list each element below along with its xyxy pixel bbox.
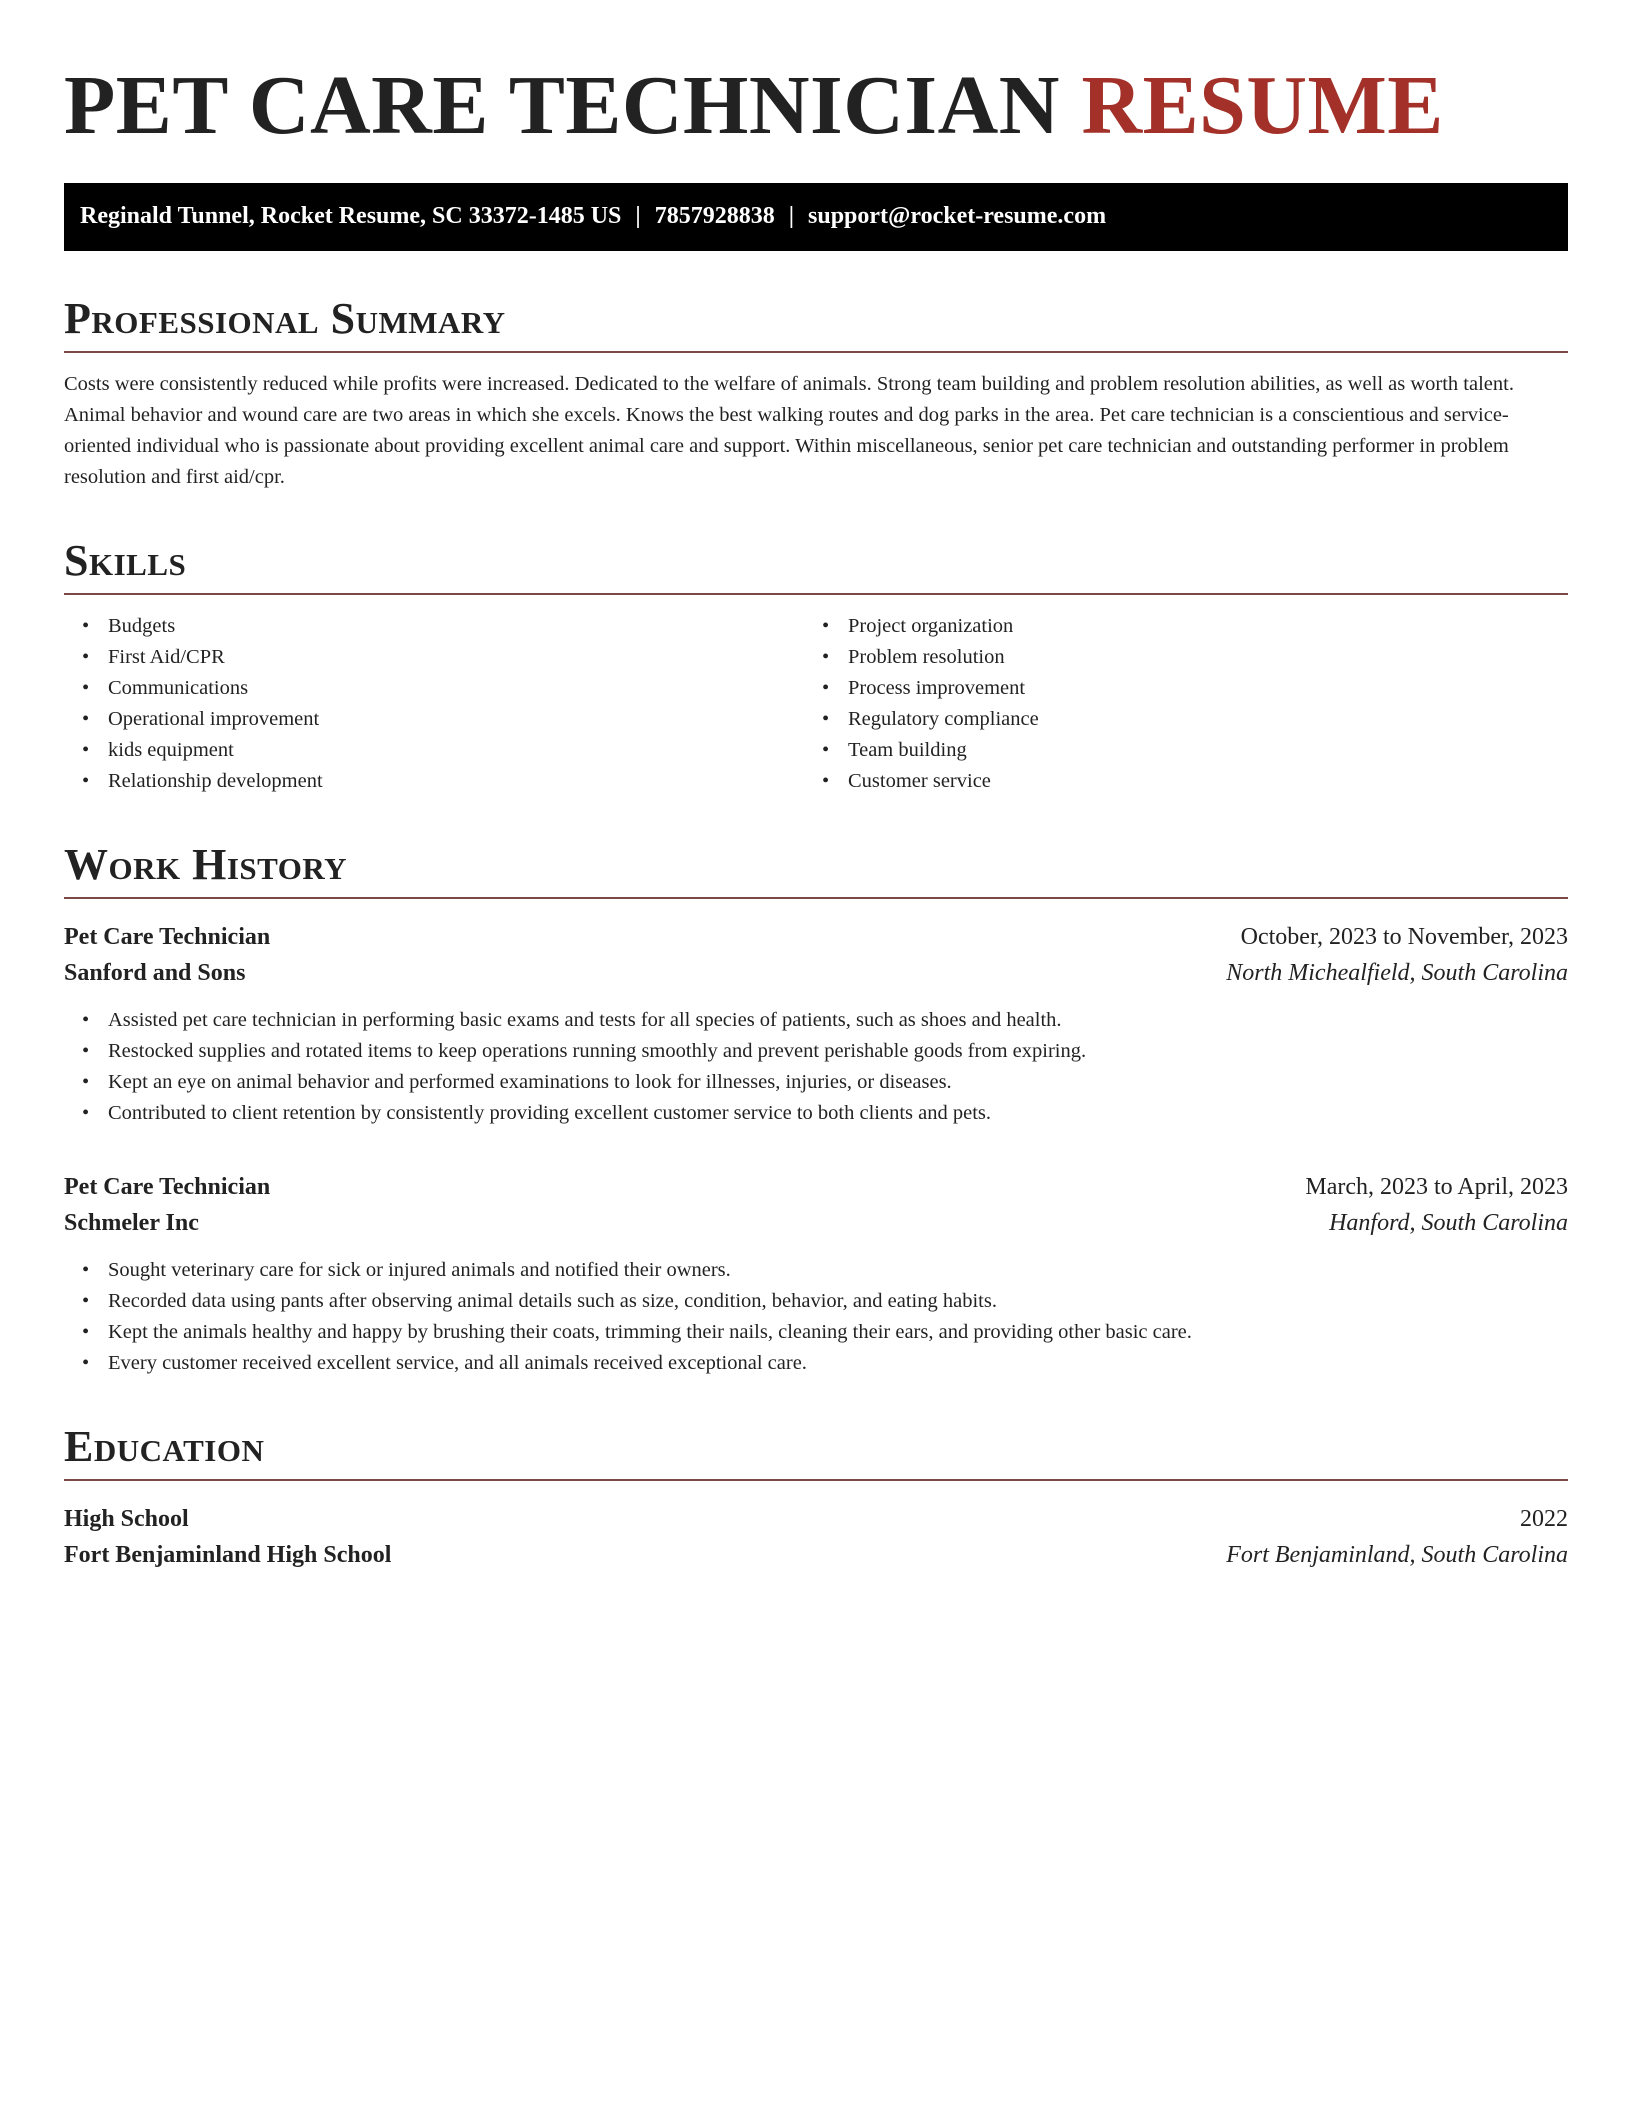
education-entry: [64, 1501, 1568, 1573]
work-history-heading: Work History: [64, 843, 1568, 899]
skills-column-left: [64, 611, 804, 797]
job-title: Pet Care Technician: [64, 1173, 271, 1200]
skill-item: • Process improvement: [848, 673, 1544, 704]
job-header-row: [64, 1169, 1568, 1205]
contact-phone: 7857928838: [654, 203, 775, 230]
skill-item: • First Aid/CPR: [108, 642, 804, 673]
job-header-row: [64, 919, 1568, 955]
skill-item: • Regulatory compliance: [848, 704, 1544, 735]
job-bullet: • Every customer received excellent service, and all animals received exceptional care.: [108, 1348, 1568, 1379]
skill-item: • Project organization: [848, 611, 1544, 642]
job-dates: October, 2023 to November, 2023: [1240, 923, 1568, 950]
education-location: Fort Benjaminland, South Carolina: [1226, 1541, 1568, 1568]
skills-list: [64, 611, 1568, 797]
education-year: 2022: [1520, 1505, 1568, 1532]
summary-text: Costs were consistently reduced while profits were increased. Dedicated to the welfare of animals. Strong team building and problem resolution abilities, as well as worth talent. Animal behavior and wound care are two areas in which she excels. Knows the best walking routes and dog parks in the area. Pet care technician is a conscientious and service-oriented individual who is passionate about providing excellent animal care and support. Within miscellaneous, senior pet care technician and outstanding performer in problem resolution and first aid/cpr.: [64, 372, 1514, 488]
skill-item: • Communications: [108, 673, 804, 704]
job-bullet: • Kept the animals healthy and happy by brushing their coats, trimming their nails, cleaning their ears, and providing other basic care.: [108, 1317, 1568, 1348]
job-bullet: • Assisted pet care technician in performing basic exams and tests for all species of patients, such as shoes and health.: [108, 1005, 1568, 1036]
job-bullet: • Restocked supplies and rotated items to keep operations running smoothly and prevent perishable goods from expiring.: [108, 1036, 1568, 1067]
summary-heading: Professional Summary: [64, 297, 1568, 353]
skill-item: • kids equipment: [108, 735, 804, 766]
education-degree-row: [64, 1501, 1568, 1537]
education-school-row: [64, 1537, 1568, 1573]
job-dates: March, 2023 to April, 2023: [1305, 1173, 1568, 1200]
job-bullet: • Kept an eye on animal behavior and performed examinations to look for illnesses, injuries, or diseases.: [108, 1067, 1568, 1098]
skill-item: • Customer service: [848, 766, 1544, 797]
skill-item: • Operational improvement: [108, 704, 804, 735]
skill-item: • Problem resolution: [848, 642, 1544, 673]
job-company: Sanford and Sons: [64, 959, 246, 986]
skill-item: • Budgets: [108, 611, 804, 642]
job-bullet: • Recorded data using pants after observing animal details such as size, condition, behavior, and eating habits.: [108, 1286, 1568, 1317]
job-bullet: • Contributed to client retention by consistently providing excellent customer service to both clients and pets.: [108, 1098, 1568, 1129]
title-main: PET CARE TECHNICIAN: [64, 59, 1060, 152]
skills-heading: Skills: [64, 539, 1568, 595]
skills-column-right: [804, 611, 1544, 797]
contact-separator: |: [788, 203, 794, 230]
contact-email: support@rocket-resume.com: [808, 203, 1107, 230]
job-entry: [64, 1169, 1568, 1379]
job-company-row: [64, 1205, 1568, 1241]
job-title: Pet Care Technician: [64, 923, 271, 950]
job-company-row: [64, 955, 1568, 991]
education-heading: Education: [64, 1425, 1568, 1481]
job-entry: [64, 919, 1568, 1129]
contact-bar: [64, 183, 1568, 251]
title-accent: RESUME: [1081, 59, 1444, 152]
contact-address: Reginald Tunnel, Rocket Resume, SC 33372-1485 US: [80, 203, 622, 230]
contact-separator: |: [635, 203, 641, 230]
education-school: Fort Benjaminland High School: [64, 1541, 392, 1568]
skill-item: • Relationship development: [108, 766, 804, 797]
education-degree: High School: [64, 1505, 189, 1532]
job-location: Hanford, South Carolina: [1329, 1209, 1568, 1236]
job-bullet: • Sought veterinary care for sick or injured animals and notified their owners.: [108, 1255, 1568, 1286]
skill-item: • Team building: [848, 735, 1544, 766]
job-bullets: [64, 1005, 1568, 1129]
job-location: North Michealfield, South Carolina: [1226, 959, 1568, 986]
page-title: [64, 56, 1568, 157]
job-bullets: [64, 1255, 1568, 1379]
job-company: Schmeler Inc: [64, 1209, 199, 1236]
